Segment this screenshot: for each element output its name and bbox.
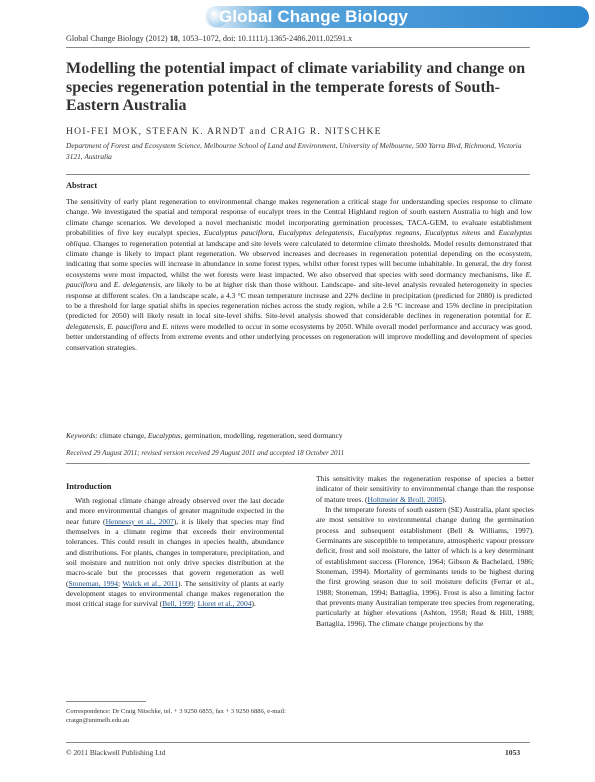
intro-paragraph-2: In the temperate forests of south eastern (SE) Australia, plant species are most sensitive to environmental change during the germination process and subsequent establishment (Bell & Williams, 1997). Germinants are susceptible to temperature, atmospheric vapour pressure deficit, frost and soil moisture, the latter of which is a key determinant of establishment success (Florence, 1964; Gibson & Bachelard, 1986; Stoneman, 1994). Mortality of germinants tends to be highest during the first growing season due to soil moisture deficits (Ferrar et al., 1988; Stoneman, 1994; Battaglia, 1996). Frost is also a limiting factor that prevents many Australian temperate tree species from regenerating, particularly at higher elevations (Ashton, 1958; Read & Hill, 1988; Battaglia, 1996). The climate change projections by the (316, 505, 534, 628)
correspondence-rule (66, 701, 146, 702)
keywords-label: Keywords: (66, 431, 98, 440)
journal-banner-title: Global Change Biology (219, 7, 409, 26)
ref-stoneman[interactable]: Stoneman, 1994 (68, 578, 119, 588)
copyright: © 2011 Blackwell Publishing Ltd (66, 748, 166, 757)
citation-journal: Global Change Biology (2012) (66, 34, 168, 43)
paper-title: Modelling the potential impact of climate variability and change on species regeneration potential in the temperate forests of South-Eastern Australia (66, 60, 526, 114)
intro-paragraph-continued: This sensitivity makes the regeneration response of species a better indicator of their sensitivity to environmental change than the response of mature trees. (Holtmeier & Broll, 2005). (316, 474, 534, 504)
ref-lloret[interactable]: Lloret et al., 2004 (197, 599, 252, 609)
ref-walck[interactable]: Walck et al., 2011 (122, 578, 179, 588)
keywords: Keywords: climate change, Eucalyptus, germination, modelling, regeneration, seed dormancy (66, 431, 343, 440)
page-number: 1053 (505, 748, 521, 757)
abstract-heading: Abstract (66, 181, 98, 190)
authors: HOI-FEI MOK, STEFAN K. ARNDT and CRAIG R. NITSCHKE (66, 126, 382, 137)
received-dates: Received 29 August 2011; revised version received 29 August 2011 and accepted 18 October 2011 (66, 449, 345, 457)
ref-holtmeier[interactable]: Holtmeier & Broll, 2005 (367, 494, 443, 504)
header-rule (66, 47, 530, 48)
ref-hennessy[interactable]: Hennessy et al., 2007 (105, 516, 174, 526)
footer-rule (66, 742, 530, 743)
affiliation: Department of Forest and Ecosystem Science, Melbourne School of Land and Environment, University of Melbourne, 500 Yarra Blvd, Richmond, Victoria 3121, Australia (66, 141, 522, 161)
abstract-bottom-rule (66, 463, 530, 464)
abstract-text: The sensitivity of early plant regeneration to environmental change makes regeneration a critical stage for understanding species response to climate change. We investigated the spatial and temporal response of eucalypt trees in the Central Highland region of south eastern Australia to high and low climate change scenarios. We developed a novel mechanistic model incorporating germination processes, TACA-GEM, to evaluate establishment probabilities of five key eucalypt species, Eucalyptus pauciflora, Eucalyptus delegatensis, Eucalyptus regnans, Eucalyptus nitens and Eucalyptus obliqua. Changes to regeneration potential at landscape and site levels were calculated to determine climate thresholds. Model results demonstrated that climate change is likely to impact plant regeneration. We observed increases and decreases in regeneration potential depending on the ecosystem, indicating that some species will increase in abundance in some forest types, whilst other forest types will become inhabitable. In general, the dry forest ecosystems were most impacted, whilst the wet forests were least impacted. We also observed that species with seed dormancy mechanisms, like E. pauciflora and E. delegatensis, are likely to be at higher risk than those without. Landscape- and site-level analysis revealed heterogeneity in species response at different scales. On a landscape scale, a 4.3 °C mean temperature increase and 22% decline in precipitation (predicted for 2080) is predicted to be a threshold for large spatial shifts in species regeneration niches across the study region, while a 2.6 °C increase and 15% decline in precipitation (predicted for 2050) will likely result in local site-level shifts. Site-level analysis showed that considerable declines in regeneration potential for E. delegatensis, E. pauciflora and E. nitens were modelled to occur in some ecosystems by 2050. While overall model performance and accuracy was good, better understanding of effects from extreme events and other underlying processes on regeneration will improve modelling and development of species conservation strategies. (66, 197, 532, 352)
correspondence: Correspondence: Dr Craig Nitschke, tel. + 3 9250 6855, fax + 3 9250 6886, e-mail: craign@unimelb.edu.au (66, 708, 286, 724)
citation-rest: , 1053–1072, doi: 10.1111/j.1365-2486.2011.02591.x (177, 34, 353, 43)
citation-volume: 18 (169, 34, 178, 43)
citation-line (66, 34, 352, 43)
intro-paragraph-1: With regional climate change already observed over the last decade and more environmental changes of greater magnitude expected in the near future (Hennessy et al., 2007), it is likely that species may find themselves in a climate regime that exceeds their environmental tolerances. This could result in changes in species health, abundance and distributions. For plants, changes in temperature, precipitation, and soil moisture and nutrition not only drive species distribution at the macro-scale but the processes that govern regeneration as well (Stoneman, 1994; Walck et al., 2011). The sensitivity of plants at early development stages to environmental change makes regeneration the most critical stage for survival (Bell, 1999; Lloret et al., 2004). (66, 496, 285, 609)
ref-bell[interactable]: Bell, 1999 (162, 599, 194, 609)
abstract-top-rule (66, 174, 530, 175)
introduction-heading: Introduction (66, 482, 112, 491)
journal-banner (205, 6, 589, 28)
intro-right-column (316, 474, 534, 629)
intro-left-column (66, 496, 284, 610)
